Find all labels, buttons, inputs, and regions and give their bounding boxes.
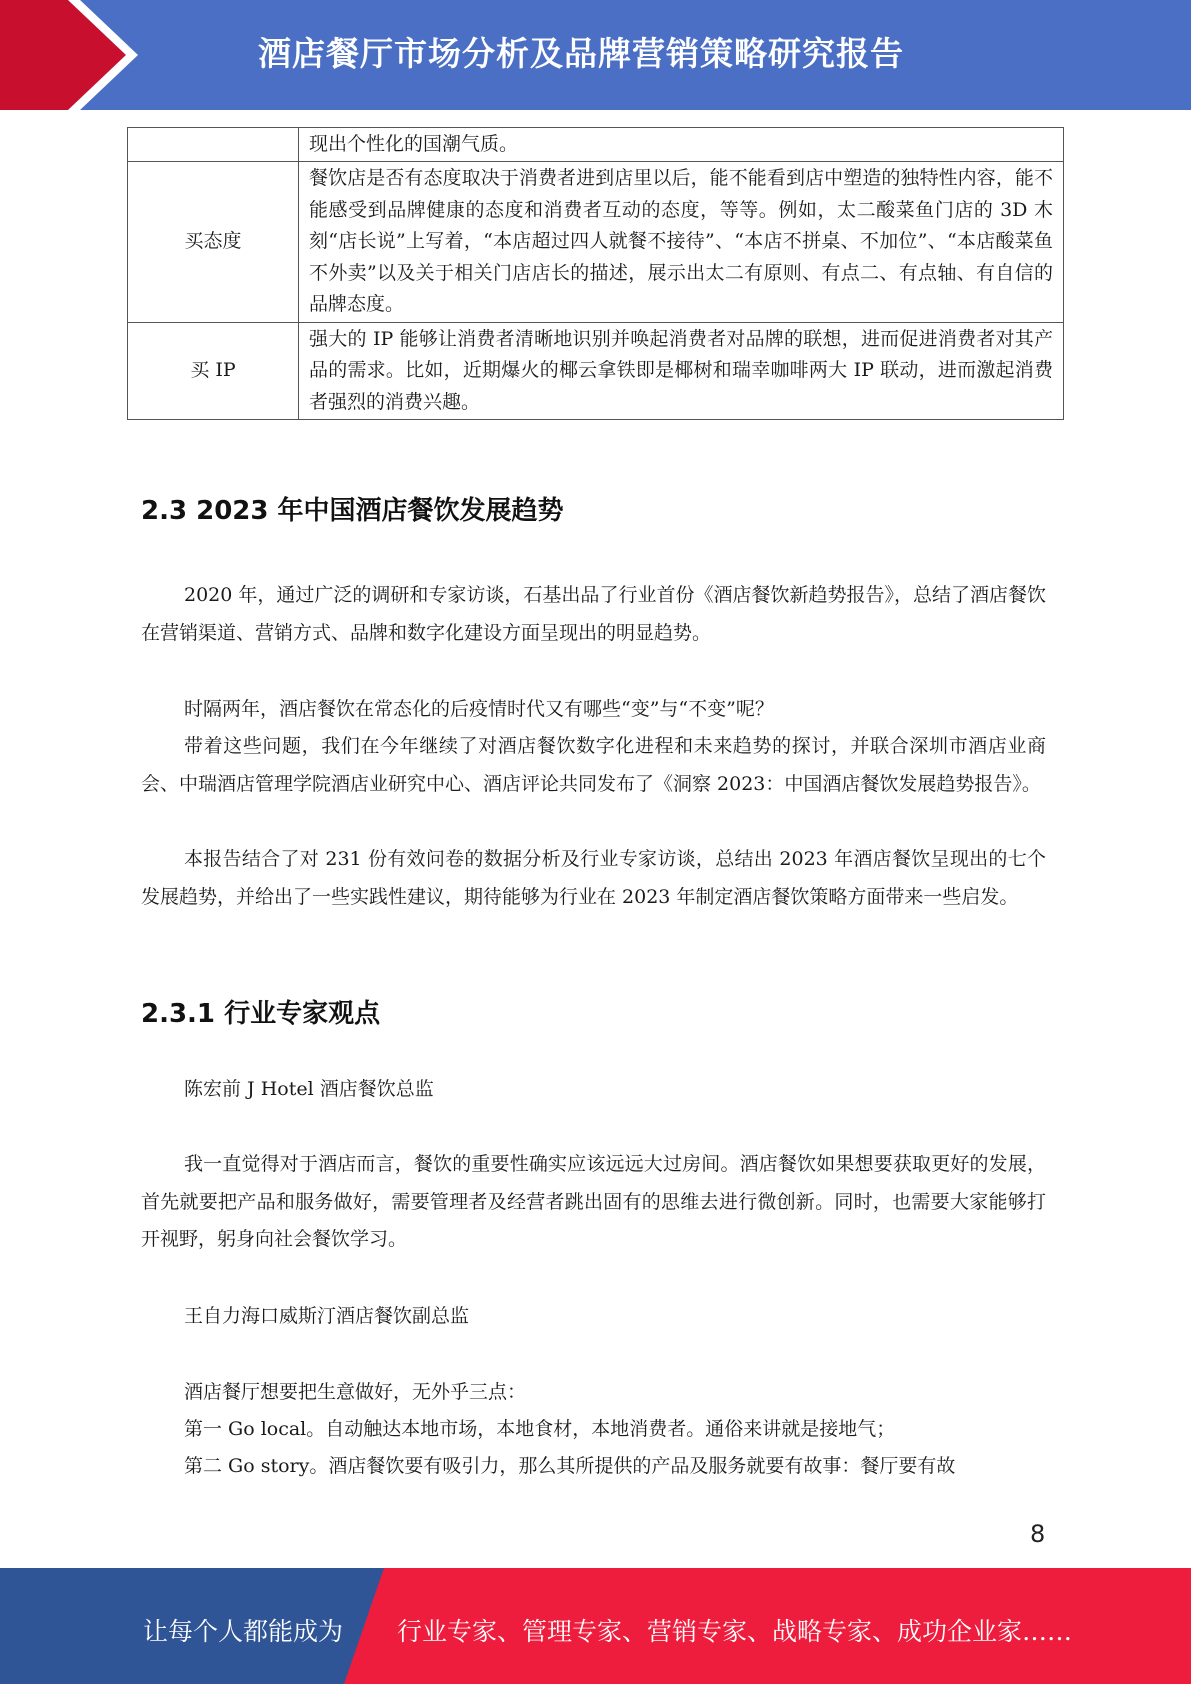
footer-slogan-left: 让每个人都能成为 (143, 1617, 344, 1646)
table-key-cell: 买 IP (128, 323, 299, 420)
page-number: 8 (1030, 1520, 1046, 1548)
body-paragraph: 本报告结合了对 231 份有效问卷的数据分析及行业专家访谈，总结出 2023 年酒店餐饮呈现出的七个发展趋势，并给出了一些实践性建议，期待能够为行业在 2023 年制定酒店餐饮策略方面带来一些启发。 (141, 848, 1046, 908)
expert-name: 陈宏前 J Hotel 酒店餐饮总监 (184, 1078, 434, 1100)
body-paragraph: 2020 年，通过广泛的调研和专家访谈，石基出品了行业首份《酒店餐饮新趋势报告》，总结了酒店餐饮在营销渠道、营销方式、品牌和数字化建设方面呈现出的明显趋势。 (141, 584, 1046, 644)
report-title: 酒店餐厅市场分析及品牌营销策略研究报告 (258, 34, 904, 73)
expert-point: 第一 Go local。自动触达本地市场，本地食材，本地消费者。通俗来讲就是接地气； (184, 1418, 896, 1440)
table-key-cell (128, 128, 299, 162)
table-row (128, 162, 1064, 323)
table-key-cell: 买态度 (128, 162, 299, 323)
table-value-cell: 餐饮店是否有态度取决于消费者进到店里以后，能不能看到店中塑造的独特性内容，能不能感受到品牌健康的态度和消费者互动的态度，等等。例如，太二酸菜鱼门店的 3D 木刻“店长说”上写着，“本店超过四人就餐不接待”、“本店不拼桌、不加位”、“本店酸菜鱼不外卖”以及关于相关门店店长的描述，展示出太二有原则、有点二、有点轴、有自信的品牌态度。 (299, 162, 1064, 323)
footer-slogan-right: 行业专家、管理专家、营销专家、战略专家、成功企业家…… (397, 1617, 1073, 1646)
expert-name: 王自力海口威斯汀酒店餐饮副总监 (184, 1305, 470, 1327)
body-paragraph: 时隔两年，酒店餐饮在常态化的后疫情时代又有哪些“变”与“不变”呢？ (184, 698, 774, 720)
table-value-cell: 强大的 IP 能够让消费者清晰地识别并唤起消费者对品牌的联想，进而促进消费者对其产品的需求。比如，近期爆火的椰云拿铁即是椰树和瑞幸咖啡两大 IP 联动，进而激起消费者强烈的消费兴趣。 (299, 323, 1064, 420)
section-heading: 2.3 2023 年中国酒店餐饮发展趋势 (141, 496, 564, 526)
expert-quote-intro: 酒店餐厅想要把生意做好，无外乎三点： (184, 1381, 527, 1403)
header-chevron-decoration (0, 0, 160, 110)
table-value-cell: 现出个性化的国潮气质。 (299, 128, 1064, 162)
table-row (128, 128, 1064, 162)
expert-point: 第二 Go story。酒店餐饮要有吸引力，那么其所提供的产品及服务就要有故事：餐厅要有故 (184, 1455, 956, 1477)
expert-quote: 我一直觉得对于酒店而言，餐饮的重要性确实应该远远大过房间。酒店餐饮如果想要获取更好的发展，首先就要把产品和服务做好，需要管理者及经营者跳出固有的思维去进行微创新。同时，也需要大家能够打开视野，躬身向社会餐饮学习。 (141, 1153, 1046, 1250)
page-header (0, 0, 1191, 110)
page-footer (0, 1568, 1191, 1684)
subsection-heading: 2.3.1 行业专家观点 (141, 999, 381, 1029)
body-paragraph: 带着这些问题，我们在今年继续了对酒店餐饮数字化进程和未来趋势的探讨，并联合深圳市酒店业商会、中瑞酒店管理学院酒店业研究中心、酒店评论共同发布了《洞察 2023：中国酒店餐饮发展趋势报告》。 (141, 735, 1046, 795)
table-row (128, 323, 1064, 420)
strategy-table (127, 127, 1064, 420)
